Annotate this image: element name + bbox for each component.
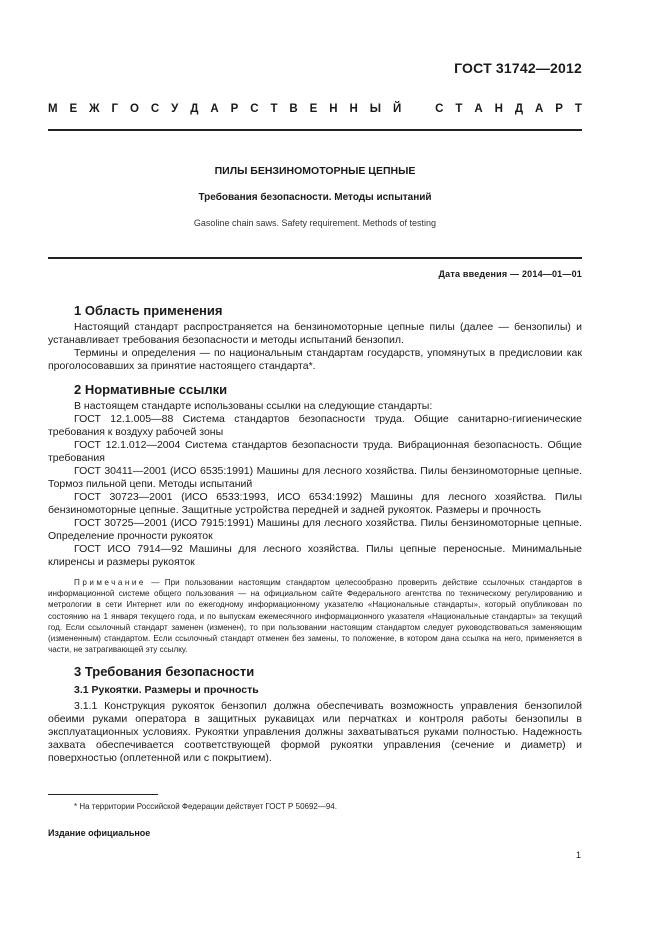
section-1-heading: 1 Область применения xyxy=(74,303,223,318)
interstate-letter: У xyxy=(171,103,179,115)
interstate-letter: Т xyxy=(270,103,278,115)
top-divider xyxy=(48,129,582,131)
reference-item: ГОСТ 30725—2001 (ИСО 7915:1991) Машины для лесного хозяйства. Пилы бензиномоторные цепные. Определение прочности рукояток xyxy=(48,517,582,542)
interstate-letter: Р xyxy=(555,103,563,115)
interstate-letter: В xyxy=(289,103,298,115)
section-2-heading: 2 Нормативные ссылки xyxy=(74,382,228,397)
interstate-standard-label xyxy=(48,103,582,115)
interstate-letter: Н xyxy=(329,103,338,115)
interstate-letter: Ы xyxy=(369,103,382,115)
section-1-paragraph-1: Настоящий стандарт распространяется на бензиномоторные цепные пилы (далее — бензопилы) и устанавливает требования безопасности и методы испытаний бензопил. xyxy=(48,321,582,346)
section-3-1-heading: 3.1 Рукоятки. Размеры и прочность xyxy=(74,684,259,697)
interstate-letter: О xyxy=(129,103,139,115)
interstate-letter: Н xyxy=(349,103,358,115)
reference-item: ГОСТ ИСО 7914—92 Машины для лесного хозяйства. Пилы цепные переносные. Минимальные клиренсы и размеры рукояток xyxy=(48,543,582,568)
reference-item: ГОСТ 12.1.012—2004 Система стандартов безопасности труда. Вибрационная безопасность. Общие требования xyxy=(48,439,582,464)
edition-label: Издание официальное xyxy=(48,828,151,838)
interstate-letter: Ж xyxy=(89,103,100,115)
interstate-letter: А xyxy=(474,103,483,115)
section-1-paragraph-2: Термины и определения — по национальным стандартам государств, упомянутых в предисловии как проголосовавших за принятие настоящего стандарта*. xyxy=(48,347,582,372)
reference-item: ГОСТ 30723—2001 (ИСО 6533:1993, ИСО 6534:1992) Машины для лесного хозяйства. Пилы бензиномоторные цепные. Защитные устройства передней и задней рукояток. Размеры и прочность xyxy=(48,491,582,516)
section-3-1-1-paragraph: 3.1.1 Конструкция рукояток бензопил должна обеспечивать возможность управления бензопилой обеими руками оператора в защитных рукавицах или перчатках и контроля работы бензопилы в эксплуатационных условиях. Рукоятки управления должны захватываться руками полностью. Надежность захвата обеспечивается соответствующей формой рукоятки управления (сечение и диаметр) и поверхностью (оплетенной или с покрытием). xyxy=(48,700,582,765)
interstate-letter: С xyxy=(150,103,160,115)
interstate-letter: А xyxy=(210,103,219,115)
gost-number: ГОСТ 31742—2012 xyxy=(454,60,582,76)
interstate-letter: Т xyxy=(455,103,463,115)
interstate-letter: Й xyxy=(392,103,402,115)
interstate-letter: С xyxy=(250,103,259,115)
interstate-letter: А xyxy=(534,103,544,115)
interstate-letter: Е xyxy=(69,103,78,115)
reference-item: ГОСТ 30411—2001 (ИСО 6535:1991) Машины для лесного хозяйства. Пилы бензиномоторные цепные. Тормоз пильной цепи. Методы испытаний xyxy=(48,465,582,490)
section-2-intro: В настоящем стандарте использованы ссылки на следующие стандарты: xyxy=(74,400,433,412)
middle-divider xyxy=(48,257,582,259)
interstate-letter xyxy=(413,103,423,115)
introduction-date: Дата введения — 2014—01—01 xyxy=(438,269,582,279)
note-label: Примечание xyxy=(74,578,146,587)
note-paragraph xyxy=(48,577,582,655)
document-title: ПИЛЫ БЕНЗИНОМОТОРНЫЕ ЦЕПНЫЕ xyxy=(214,165,416,177)
document-subtitle: Требования безопасности. Методы испытаний xyxy=(198,192,432,203)
interstate-letter: Г xyxy=(111,103,119,115)
interstate-letter: Т xyxy=(574,103,582,115)
footnote-divider xyxy=(48,794,158,795)
interstate-letter: Д xyxy=(190,103,199,115)
interstate-letter: М xyxy=(48,103,58,115)
interstate-letter: Д xyxy=(514,103,524,115)
note-text: — При пользовании настоящим стандартом целесообразно проверить действие ссылочных стандартов в информационной системе общего пользования — на официальном сайте Федерального агентства по техническому регулированию и метрологии в сети Интернет или по ежегодному информационному указателю «Национальные стандарты», который опубликован по состоянию на 1 января текущего года, и по выпускам ежемесячного информационного указателя «Национальные стандарты» за текущий год. Если ссылочный стандарт заменен (изменен), то при пользовании настоящим стандартом следует руководствоваться заменяющим (измененным) стандартом. Если ссылочный стандарт отменен без замены, то положение, в котором дана ссылка на него, применяется в части, не затрагивающей эту ссылку. xyxy=(48,578,582,655)
footnote: * На территории Российской Федерации действует ГОСТ Р 50692—94. xyxy=(74,802,337,811)
page-number: 1 xyxy=(575,850,581,860)
section-3-heading: 3 Требования безопасности xyxy=(74,664,255,680)
reference-item: ГОСТ 12.1.005—88 Система стандартов безопасности труда. Общие санитарно-гигиенические требования к воздуху рабочей зоны xyxy=(48,413,582,438)
interstate-letter: С xyxy=(435,103,444,115)
interstate-letter: Н xyxy=(494,103,503,115)
interstate-letter: Р xyxy=(230,103,239,115)
document-body xyxy=(48,300,582,765)
english-title: Gasoline chain saws. Safety requirement. Methods of testing xyxy=(193,218,437,228)
interstate-letter: Е xyxy=(309,103,318,115)
